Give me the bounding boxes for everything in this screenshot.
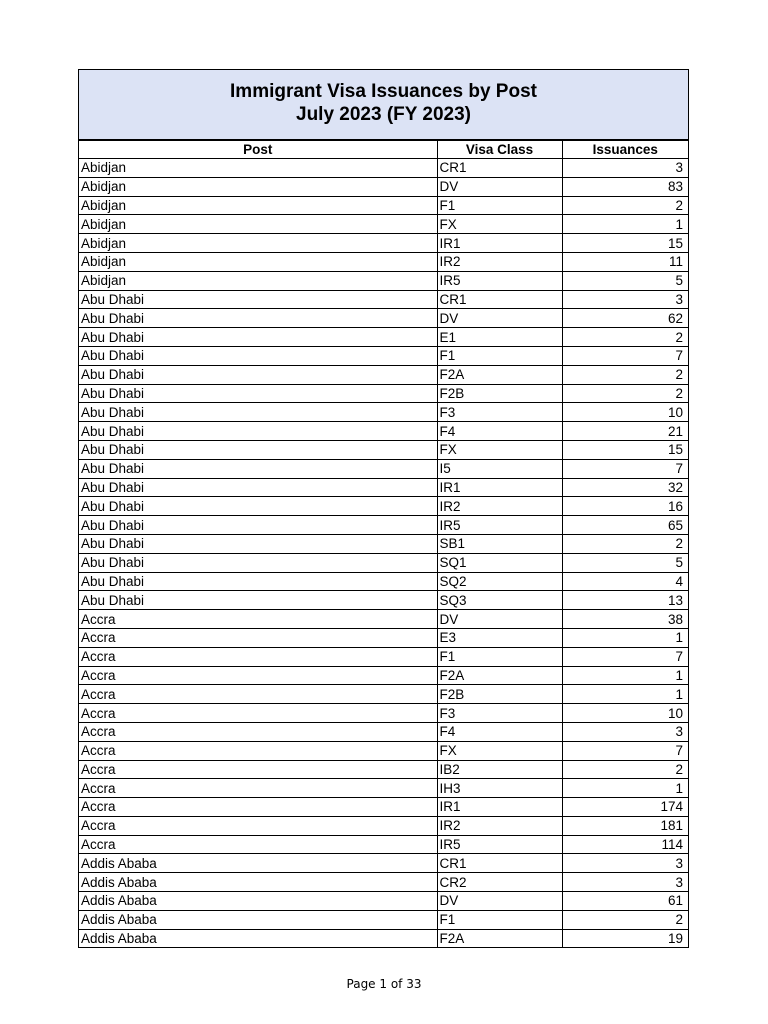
- issuances-cell: 181: [562, 816, 688, 835]
- issuances-cell: 4: [562, 572, 688, 591]
- issuances-cell: 5: [562, 553, 688, 572]
- post-cell: Abu Dhabi: [79, 534, 437, 553]
- table-row: [79, 666, 688, 685]
- table-row: [79, 497, 688, 516]
- post-cell: Accra: [79, 628, 437, 647]
- visa-class-cell: SQ3: [437, 591, 562, 610]
- table-row: [79, 553, 688, 572]
- visa-class-cell: IR5: [437, 516, 562, 535]
- issuances-cell: 3: [562, 290, 688, 309]
- visa-class-cell: IR5: [437, 835, 562, 854]
- visa-class-cell: F3: [437, 704, 562, 723]
- post-cell: Accra: [79, 816, 437, 835]
- issuances-cell: 114: [562, 835, 688, 854]
- post-cell: Abu Dhabi: [79, 328, 437, 347]
- table-row: [79, 572, 688, 591]
- table-row: [79, 196, 688, 215]
- table-row: [79, 647, 688, 666]
- visa-class-cell: I5: [437, 459, 562, 478]
- visa-class-cell: F2A: [437, 666, 562, 685]
- visa-class-cell: DV: [437, 610, 562, 629]
- visa-class-cell: F3: [437, 403, 562, 422]
- issuances-cell: 65: [562, 516, 688, 535]
- visa-class-cell: E3: [437, 628, 562, 647]
- issuances-cell: 1: [562, 215, 688, 234]
- visa-class-cell: IR2: [437, 252, 562, 271]
- table-row: [79, 534, 688, 553]
- visa-class-cell: CR1: [437, 290, 562, 309]
- issuances-cell: 2: [562, 328, 688, 347]
- issuances-cell: 3: [562, 854, 688, 873]
- issuances-cell: 2: [562, 365, 688, 384]
- table-row: [79, 685, 688, 704]
- table-row: [79, 628, 688, 647]
- table-row: [79, 346, 688, 365]
- table-row: [79, 816, 688, 835]
- issuances-cell: 7: [562, 459, 688, 478]
- issuances-cell: 61: [562, 892, 688, 911]
- visa-class-cell: SB1: [437, 534, 562, 553]
- table-row: [79, 271, 688, 290]
- visa-class-cell: E1: [437, 328, 562, 347]
- post-cell: Abu Dhabi: [79, 497, 437, 516]
- visa-class-cell: F4: [437, 722, 562, 741]
- post-cell: Abu Dhabi: [79, 403, 437, 422]
- issuances-cell: 38: [562, 610, 688, 629]
- visa-class-cell: IR5: [437, 271, 562, 290]
- post-cell: Addis Ababa: [79, 910, 437, 929]
- post-cell: Addis Ababa: [79, 892, 437, 911]
- table-row: [79, 892, 688, 911]
- table-row: [79, 478, 688, 497]
- post-cell: Abu Dhabi: [79, 384, 437, 403]
- issuances-cell: 21: [562, 422, 688, 441]
- post-cell: Abu Dhabi: [79, 365, 437, 384]
- visa-class-cell: F2A: [437, 365, 562, 384]
- issuances-cell: 174: [562, 798, 688, 817]
- post-cell: Accra: [79, 610, 437, 629]
- post-cell: Accra: [79, 704, 437, 723]
- table-row: [79, 440, 688, 459]
- post-cell: Abidjan: [79, 252, 437, 271]
- post-cell: Abu Dhabi: [79, 440, 437, 459]
- visa-class-cell: DV: [437, 177, 562, 196]
- table-row: [79, 215, 688, 234]
- table-row: [79, 516, 688, 535]
- post-cell: Addis Ababa: [79, 929, 437, 947]
- visa-class-cell: IR2: [437, 497, 562, 516]
- issuances-cell: 2: [562, 384, 688, 403]
- issuances-cell: 2: [562, 534, 688, 553]
- visa-class-cell: SQ2: [437, 572, 562, 591]
- issuances-cell: 3: [562, 159, 688, 178]
- table-row: [79, 591, 688, 610]
- report-title-block: [79, 70, 688, 140]
- visa-class-cell: F2A: [437, 929, 562, 947]
- post-cell: Abu Dhabi: [79, 572, 437, 591]
- column-header-post: Post: [79, 141, 437, 159]
- issuances-cell: 2: [562, 196, 688, 215]
- post-cell: Accra: [79, 760, 437, 779]
- table-row: [79, 779, 688, 798]
- post-cell: Abu Dhabi: [79, 516, 437, 535]
- issuances-cell: 1: [562, 628, 688, 647]
- page-number: Page 1 of 33: [346, 977, 422, 991]
- table-row: [79, 290, 688, 309]
- visa-class-cell: DV: [437, 309, 562, 328]
- post-cell: Abu Dhabi: [79, 591, 437, 610]
- post-cell: Accra: [79, 685, 437, 704]
- post-cell: Accra: [79, 798, 437, 817]
- issuances-table: [79, 140, 688, 947]
- post-cell: Accra: [79, 779, 437, 798]
- issuances-cell: 13: [562, 591, 688, 610]
- visa-class-cell: F4: [437, 422, 562, 441]
- visa-class-cell: F1: [437, 910, 562, 929]
- post-cell: Accra: [79, 835, 437, 854]
- post-cell: Abidjan: [79, 271, 437, 290]
- table-row: [79, 328, 688, 347]
- visa-class-cell: FX: [437, 741, 562, 760]
- issuances-cell: 2: [562, 910, 688, 929]
- table-row: [79, 929, 688, 947]
- post-cell: Abu Dhabi: [79, 478, 437, 497]
- visa-class-cell: CR1: [437, 854, 562, 873]
- post-cell: Abidjan: [79, 234, 437, 253]
- post-cell: Abu Dhabi: [79, 422, 437, 441]
- post-cell: Abidjan: [79, 196, 437, 215]
- visa-class-cell: IR1: [437, 234, 562, 253]
- post-cell: Abu Dhabi: [79, 290, 437, 309]
- table-row: [79, 459, 688, 478]
- post-cell: Abidjan: [79, 215, 437, 234]
- visa-class-cell: FX: [437, 215, 562, 234]
- post-cell: Abu Dhabi: [79, 309, 437, 328]
- table-row: [79, 854, 688, 873]
- visa-class-cell: F2B: [437, 384, 562, 403]
- visa-class-cell: IH3: [437, 779, 562, 798]
- issuances-cell: 7: [562, 346, 688, 365]
- issuances-cell: 15: [562, 440, 688, 459]
- table-row: [79, 365, 688, 384]
- table-row: [79, 835, 688, 854]
- visa-class-cell: IR2: [437, 816, 562, 835]
- table-row: [79, 798, 688, 817]
- visa-class-cell: SQ1: [437, 553, 562, 572]
- report-title: Immigrant Visa Issuances by Post: [230, 81, 537, 102]
- table-row: [79, 610, 688, 629]
- visa-class-cell: F1: [437, 647, 562, 666]
- table-row: [79, 252, 688, 271]
- visa-issuances-report: [78, 69, 689, 948]
- issuances-cell: 62: [562, 309, 688, 328]
- visa-class-cell: IR1: [437, 478, 562, 497]
- issuances-cell: 11: [562, 252, 688, 271]
- post-cell: Abu Dhabi: [79, 459, 437, 478]
- post-cell: Accra: [79, 647, 437, 666]
- issuances-cell: 10: [562, 403, 688, 422]
- table-row: [79, 910, 688, 929]
- table-row: [79, 722, 688, 741]
- visa-class-cell: F2B: [437, 685, 562, 704]
- table-row: [79, 309, 688, 328]
- issuances-cell: 83: [562, 177, 688, 196]
- visa-class-cell: IB2: [437, 760, 562, 779]
- table-row: [79, 384, 688, 403]
- visa-class-cell: DV: [437, 892, 562, 911]
- issuances-cell: 16: [562, 497, 688, 516]
- table-row: [79, 177, 688, 196]
- post-cell: Abu Dhabi: [79, 553, 437, 572]
- report-subtitle: July 2023 (FY 2023): [296, 104, 471, 125]
- table-row: [79, 873, 688, 892]
- issuances-cell: 10: [562, 704, 688, 723]
- issuances-cell: 7: [562, 741, 688, 760]
- table-row: [79, 760, 688, 779]
- issuances-cell: 32: [562, 478, 688, 497]
- issuances-cell: 1: [562, 685, 688, 704]
- table-header-row: [79, 141, 688, 159]
- visa-class-cell: CR2: [437, 873, 562, 892]
- issuances-cell: 1: [562, 666, 688, 685]
- post-cell: Addis Ababa: [79, 854, 437, 873]
- visa-class-cell: F1: [437, 196, 562, 215]
- post-cell: Abidjan: [79, 159, 437, 178]
- table-row: [79, 403, 688, 422]
- issuances-cell: 19: [562, 929, 688, 947]
- visa-class-cell: IR1: [437, 798, 562, 817]
- column-header-issuances: Issuances: [562, 141, 688, 159]
- post-cell: Accra: [79, 722, 437, 741]
- table-body: [79, 159, 688, 948]
- table-row: [79, 159, 688, 178]
- table-row: [79, 422, 688, 441]
- table-row: [79, 704, 688, 723]
- post-cell: Abidjan: [79, 177, 437, 196]
- issuances-cell: 5: [562, 271, 688, 290]
- visa-class-cell: CR1: [437, 159, 562, 178]
- table-row: [79, 234, 688, 253]
- post-cell: Addis Ababa: [79, 873, 437, 892]
- visa-class-cell: FX: [437, 440, 562, 459]
- issuances-cell: 1: [562, 779, 688, 798]
- post-cell: Abu Dhabi: [79, 346, 437, 365]
- issuances-cell: 3: [562, 722, 688, 741]
- issuances-cell: 3: [562, 873, 688, 892]
- issuances-cell: 7: [562, 647, 688, 666]
- issuances-cell: 2: [562, 760, 688, 779]
- post-cell: Accra: [79, 666, 437, 685]
- table-row: [79, 741, 688, 760]
- issuances-cell: 15: [562, 234, 688, 253]
- visa-class-cell: F1: [437, 346, 562, 365]
- post-cell: Accra: [79, 741, 437, 760]
- column-header-visa-class: Visa Class: [437, 141, 562, 159]
